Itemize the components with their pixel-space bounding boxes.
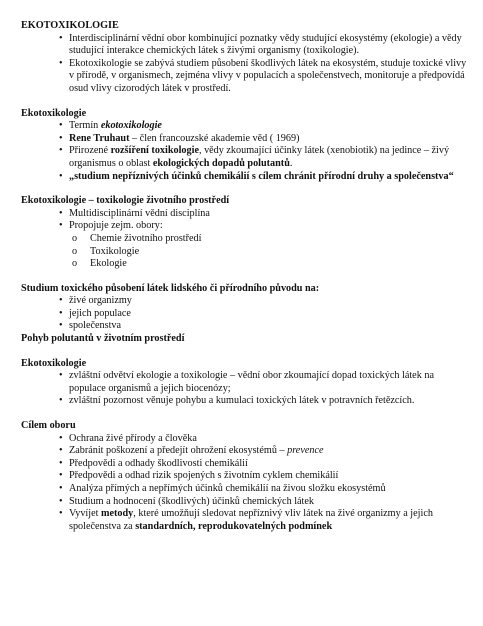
section-heading: Ekotoxikologie (21, 107, 87, 119)
bullet-icon: • (59, 307, 63, 319)
bullet-icon: • (59, 445, 63, 457)
section-heading: Cílem oboru (21, 420, 76, 432)
list-item (21, 320, 467, 333)
bullet-icon: • (59, 32, 63, 44)
item-text: Interdisciplinární vědní obor kombinující poznatky vědy studující ekosystémy (ekologie) a vědy studující interakce chemických látek s živými organismy (toxikologie). (69, 32, 462, 57)
list-item (21, 295, 467, 308)
item-text: , které umožňují sledovat nepříznivý vliv látek na živé organizmy a jejich společenstva za (69, 508, 433, 532)
list-item (21, 58, 467, 96)
item-text: Multidisciplinární vědní disciplína (69, 207, 210, 219)
bullet-icon: • (59, 508, 63, 520)
item-text: Termín (69, 120, 101, 132)
bullet-icon: • (59, 483, 63, 494)
circle-bullet-icon: o (72, 245, 78, 257)
list-item (21, 145, 467, 170)
section-heading-ekotoxikologie: EKOTOXIKOLOGIE (21, 20, 119, 31)
list-item (21, 220, 467, 233)
item-text: zvláštní pozornost věnuje pohybu a kumulaci toxických látek v potravních řetězcích. (69, 395, 415, 407)
bullet-icon: • (59, 207, 63, 219)
bullet-icon: • (59, 395, 63, 407)
item-text: Vyvíjet (69, 508, 101, 520)
list-item (21, 433, 467, 446)
bullet-icon: • (59, 295, 63, 307)
item-text: Zabránit poškození a předejít ohrožení ekosystémů – (69, 445, 288, 457)
list-item (21, 33, 467, 58)
section-heading: Ekotoxikologie (21, 357, 87, 369)
bullet-icon: • (59, 170, 63, 182)
item-text: . (289, 157, 293, 169)
bullet-icon: • (59, 120, 63, 132)
section-3-sublist (21, 233, 467, 271)
item-bold: metody (100, 508, 134, 520)
section-4-list (21, 295, 467, 333)
item-text: Studium a hodnocení (škodlivých) účinků chemických látek (69, 495, 315, 507)
section-1-list (21, 33, 467, 96)
item-text: Analýza přímých a nepřímých účinků chemikálií na živou složku ekosystémů (69, 483, 386, 494)
list-item (21, 120, 467, 133)
item-text: Předpovědi a odhady škodlivosti chemikálií (69, 457, 248, 469)
item-emphasis: ekotoxikologie (100, 120, 162, 132)
sub-list-item (21, 246, 467, 259)
item-bold: Rene Truhaut (69, 132, 130, 144)
list-item (21, 458, 467, 471)
sub-list-item (21, 233, 467, 246)
item-text: – člen francouzské akademie věd ( 1969) (129, 132, 300, 144)
bullet-icon: • (59, 432, 63, 444)
bullet-icon: • (59, 370, 63, 382)
list-item (21, 496, 467, 509)
item-text: , vědy zkoumající účinky látek (xenobiotik) na jedince – živý organismus o oblast (69, 145, 450, 169)
item-bold: ekologických dopadů polutantů (152, 157, 290, 169)
section-heading: Ekotoxikologie – toxikologie životního prostředí (21, 195, 230, 207)
list-item (21, 445, 467, 458)
item-text: Propojuje zejm. obory: (69, 220, 163, 232)
item-text: Toxikologie (90, 245, 140, 257)
bullet-icon: • (59, 145, 63, 157)
item-emphasis: prevence (287, 445, 324, 457)
item-text: Ekologie (90, 258, 127, 270)
bullet-icon: • (59, 320, 63, 332)
list-item (21, 483, 467, 496)
section-3-list (21, 208, 467, 233)
list-item (21, 508, 467, 533)
circle-bullet-icon: o (72, 232, 78, 244)
item-text: jejich populace (69, 307, 131, 319)
item-text: Přirozené (69, 145, 111, 157)
section-heading: Pohyb polutantů v životním prostředí (21, 333, 185, 345)
item-bold: rozšíření toxikologie (110, 145, 199, 157)
section-heading: Studium toxického působení látek lidského či přírodního původu na: (21, 282, 320, 294)
item-text: Chemie životního prostředí (90, 232, 202, 244)
item-text: Předpovědi a odhad rizik spojených s životním cyklem chemikálií (69, 470, 339, 482)
bullet-icon: • (59, 457, 63, 469)
list-item (21, 395, 467, 408)
circle-bullet-icon: o (72, 258, 78, 270)
section-5-list (21, 370, 467, 408)
list-item (21, 208, 467, 221)
item-text: Ochrana živé přírody a člověka (69, 432, 197, 444)
list-item (21, 470, 467, 483)
item-text: zvláštní odvětví ekologie a toxikologie – vědní obor zkoumající dopad toxických látek na populace organismů a jejich biocenózy; (69, 370, 434, 394)
item-text: živé organizmy (69, 295, 132, 307)
item-bold: „studium nepříznivých účinků chemikálií s cílem chránit přírodní druhy a společenstva“ (69, 170, 454, 182)
sub-list-item (21, 258, 467, 271)
list-item (21, 133, 467, 146)
section-2-list (21, 120, 467, 183)
list-item (21, 308, 467, 321)
section-6-list (21, 433, 467, 534)
bullet-icon: • (59, 57, 63, 69)
bullet-icon: • (59, 495, 63, 507)
item-text: Ekotoxikologie se zabývá studiem působení škodlivých látek na ekosystém, studuje toxické vlivy v přírodě, v organismech, zejména vlivy v populacích a společenstvech, monitoruje a předpovídá osud vlivy cizorodých látek v prostředí. (69, 57, 467, 94)
bullet-icon: • (59, 470, 63, 482)
item-text: společenstva (69, 320, 122, 332)
list-item (21, 370, 467, 395)
item-bold: standardních, reprodukovatelných podmínek (135, 520, 333, 532)
bullet-icon: • (59, 132, 63, 144)
list-item (21, 171, 467, 184)
bullet-icon: • (59, 220, 63, 232)
